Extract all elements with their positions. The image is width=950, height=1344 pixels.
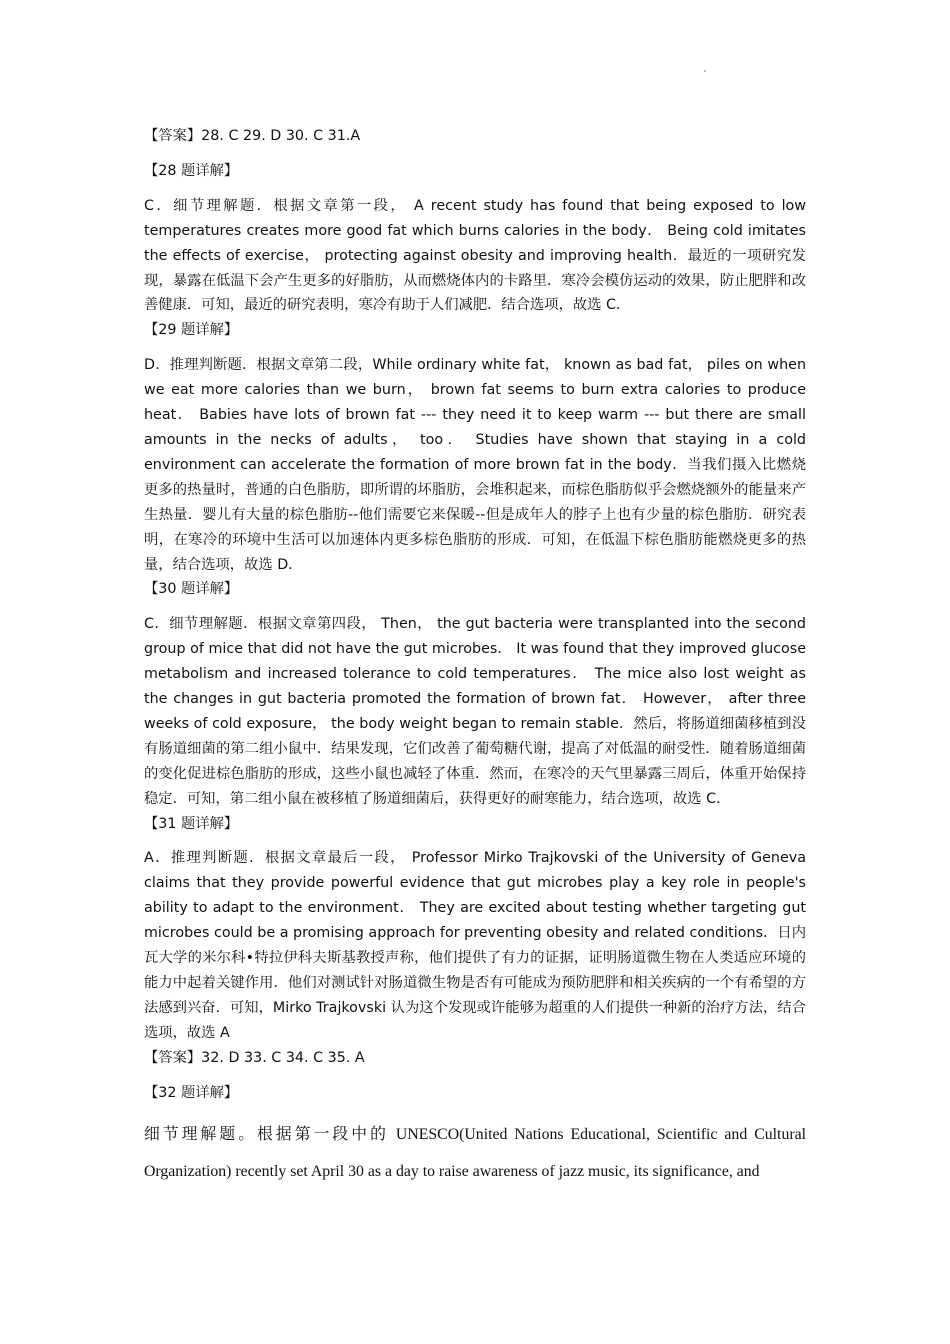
q28-heading: 【28 题详解】 (144, 162, 239, 179)
q30-heading: 【30 题详解】 (144, 581, 239, 598)
q31-explanation: A．推理判断题．根据文章最后一段， Professor Mirko Trajkovski of the University of Geneva claims that they provide powerful evidence that gut microbes play a key role in people's ability to adapt to the environment． They are excited about testing whether targeting gut microbes could be a promising approach for preventing obesity and related conditions．日内瓦大学的米尔科•特拉伊科夫斯基教授声称，他们提供了有力的证据，证明肠道微生物在人类适应环境的能力中起着关键作用．他们对测试针对肠道微生物是否有可能成为预防肥胖和相关疾病的一个有希望的方法感到兴奋．可知，Mirko Trajkovski 认为这个发现或许能够为超重的人们提供一种新的治疗方法，结合选项，故选 A (144, 850, 806, 1041)
answer-key-32-35: 【答案】32. D 33. C 34. C 35. A (144, 1049, 365, 1066)
q29-heading: 【29 题详解】 (144, 322, 239, 339)
answer-key-28-31: 【答案】28. C 29. D 30. C 31.A (144, 128, 361, 144)
q29-explanation: D．推理判断题．根据文章第二段，While ordinary white fat， known as bad fat， piles on when we eat more calories than we burn， brown fat seems to burn extra calories to produce heat． Babies have lots of brown fat --- they need it to keep warm --- but there are small amounts in the necks of adults， too． Studies have shown that staying in a cold environment can accelerate the formation of more brown fat in the body．当我们摄入比燃烧更多的热量时，普通的白色脂肪，即所谓的坏脂肪，会堆积起来，而棕色脂肪似乎会燃烧额外的能量来产生热量．婴儿有大量的棕色脂肪--他们需要它来保暖--但是成年人的脖子上也有少量的棕色脂肪．研究表明，在寒冷的环境中生活可以加速体内更多棕色脂肪的形成．可知，在低温下棕色脂肪能燃烧更多的热量，结合选项，故选 D． (144, 357, 806, 573)
q30-explanation: C．细节理解题．根据文章第四段， Then， the gut bacteria were transplanted into the second group of mice that did not have the gut microbes． It was found that they improved glucose metabolism and increased tolerance to cold temperatures． The mice also lost weight as the changes in gut bacteria promoted the formation of brown fat． However， after three weeks of cold exposure， the body weight began to remain stable．然后，将肠道细菌移植到没有肠道细菌的第二组小鼠中．结果发现，它们改善了葡萄糖代谢，提高了对低温的耐受性．随着肠道细菌的变化促进棕色脂肪的形成，这些小鼠也减轻了体重．然而，在寒冷的天气里暴露三周后，体重开始保持稳定．可知，第二组小鼠在被移植了肠道细菌后，获得更好的耐寒能力，结合选项，故选 C． (144, 616, 806, 807)
q31-heading: 【31 题详解】 (144, 815, 239, 832)
q32-heading: 【32 题详解】 (144, 1084, 239, 1101)
q32-explanation: 细节理解题。根据第一段中的 UNESCO(United Nations Educational, Scientific and Cultural Organization) recently set April 30 as a day to raise awareness of jazz music, its significance, and (144, 1125, 806, 1180)
page-content (144, 124, 806, 1190)
page-mark (704, 70, 706, 72)
q28-explanation: C．细节理解题．根据文章第一段， A recent study has found that being exposed to low temperatures creates more good fat which burns calories in the body． Being cold imitates the effects of exercise， protecting against obesity and improving health．最近的一项研究发现，暴露在低温下会产生更多的好脂肪，从而燃烧体内的卡路里．寒冷会模仿运动的效果，防止肥胖和改善健康．可知，最近的研究表明，寒冷有助于人们减肥．结合选项，故选 C． (144, 197, 806, 314)
